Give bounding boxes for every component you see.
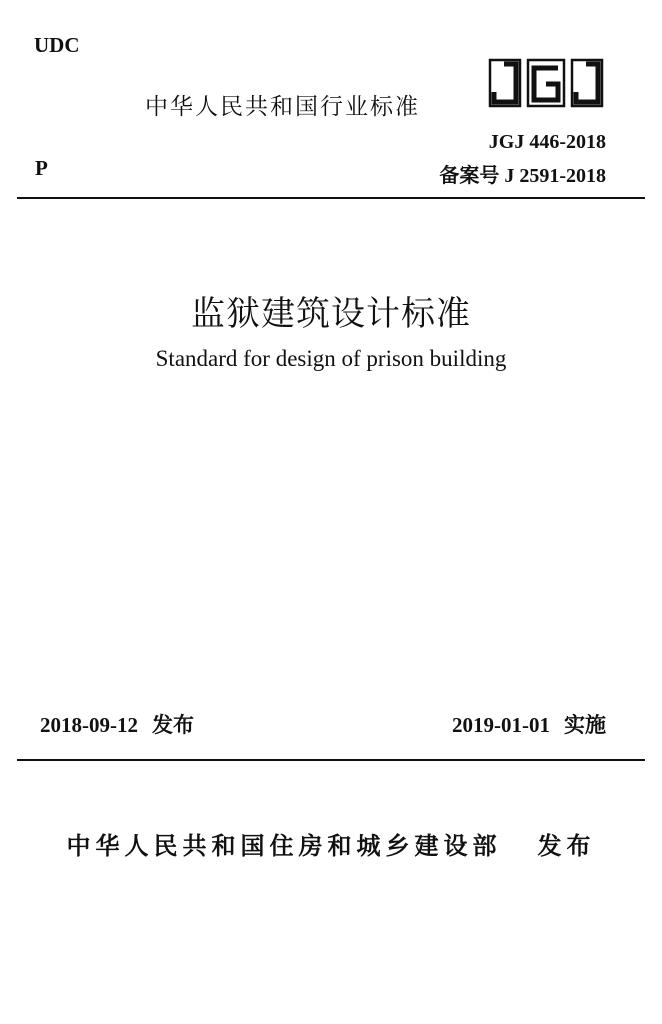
filing-number: 备案号 J 2591-2018 — [439, 165, 606, 187]
header-divider — [17, 197, 645, 199]
document-title-en: Standard for design of prison building — [155, 346, 507, 371]
udc-label: UDC — [34, 33, 80, 57]
publisher-line — [0, 826, 662, 861]
jgj-logo — [488, 58, 606, 110]
footer-divider — [17, 759, 645, 761]
logo-text: JGJ — [488, 58, 490, 59]
implement-label: 实施 — [564, 713, 606, 737]
classification-code: P — [35, 156, 48, 180]
series-title: 中华人民共和国行业标准 — [145, 94, 420, 120]
document-title-cn: 监狱建筑设计标准 — [191, 294, 471, 334]
implement-date: 2019-01-01 — [452, 713, 550, 737]
standard-number: JGJ 446-2018 — [488, 131, 606, 153]
issue-label: 发布 — [152, 713, 194, 737]
implement-date-line — [452, 709, 606, 739]
publisher-action: 发布 — [537, 832, 596, 860]
publisher-name: 中华人民共和国住房和城乡建设部 — [66, 832, 502, 860]
issue-date-line — [40, 709, 194, 739]
issue-date: 2018-09-12 — [40, 713, 138, 737]
